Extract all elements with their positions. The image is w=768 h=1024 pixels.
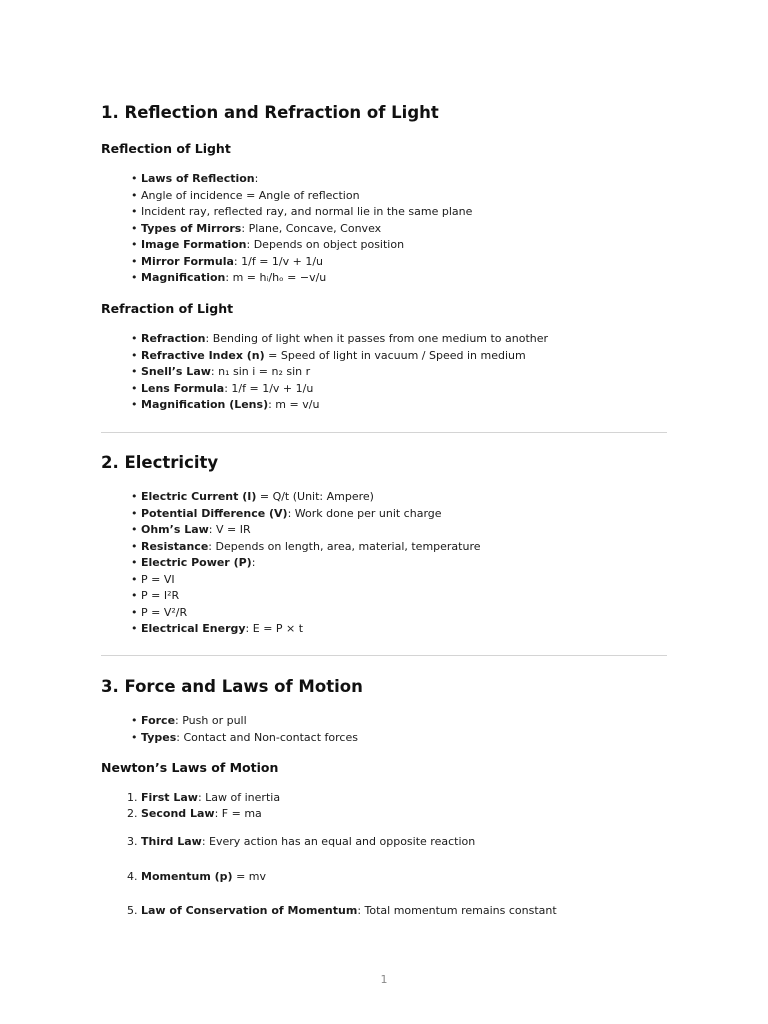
section-divider xyxy=(101,432,667,433)
list-item: • Force: Push or pull xyxy=(131,713,358,730)
list-item: • P = VI xyxy=(131,572,481,589)
list-item: 2. Second Law: F = ma xyxy=(127,807,262,820)
list-item: 4. Momentum (p) = mv xyxy=(127,870,267,883)
list-item: • Electric Power (P): xyxy=(131,555,481,572)
force-list xyxy=(131,713,358,746)
subsection-title-newtons-laws: Newton’s Laws of Motion xyxy=(101,760,279,775)
list-item: • Image Formation: Depends on object position xyxy=(131,237,472,254)
section-divider xyxy=(101,655,667,656)
list-item: • Laws of Reflection: xyxy=(131,171,472,188)
list-item: • Refraction: Bending of light when it passes from one medium to another xyxy=(131,331,548,348)
section-title-electricity: 2. Electricity xyxy=(101,453,219,472)
refraction-list xyxy=(131,331,548,414)
list-item: • Angle of incidence = Angle of reflection xyxy=(131,188,472,205)
list-item: • P = I²R xyxy=(131,588,481,605)
list-item: • Types of Mirrors: Plane, Concave, Convex xyxy=(131,221,472,238)
list-item: • Lens Formula: 1/f = 1/v + 1/u xyxy=(131,381,548,398)
section-title-reflection-refraction: 1. Reflection and Refraction of Light xyxy=(101,103,439,122)
list-item: • Snell’s Law: n₁ sin i = n₂ sin r xyxy=(131,364,548,381)
subsection-title-reflection: Reflection of Light xyxy=(101,141,231,156)
list-item: • Ohm’s Law: V = IR xyxy=(131,522,481,539)
subsection-title-refraction: Refraction of Light xyxy=(101,301,234,316)
list-item: • Magnification (Lens): m = v/u xyxy=(131,397,548,414)
list-item: • Incident ray, reflected ray, and normal lie in the same plane xyxy=(131,204,472,221)
page-number: 1 xyxy=(380,973,388,986)
reflection-list xyxy=(131,171,472,287)
section-title-force-motion: 3. Force and Laws of Motion xyxy=(101,677,363,696)
list-item: • P = V²/R xyxy=(131,605,481,622)
list-item: • Mirror Formula: 1/f = 1/v + 1/u xyxy=(131,254,472,271)
list-item: • Electrical Energy: E = P × t xyxy=(131,621,481,638)
list-item: 3. Third Law: Every action has an equal and opposite reaction xyxy=(127,835,476,848)
list-item: 1. First Law: Law of inertia xyxy=(127,791,281,804)
list-item: • Potential Difference (V): Work done per unit charge xyxy=(131,506,481,523)
list-item: • Types: Contact and Non-contact forces xyxy=(131,730,358,747)
list-item: • Resistance: Depends on length, area, material, temperature xyxy=(131,539,481,556)
list-item: • Electric Current (I) = Q/t (Unit: Ampere) xyxy=(131,489,481,506)
list-item: • Magnification: m = hᵢ/hₒ = −v/u xyxy=(131,270,472,287)
list-item: • Refractive Index (n) = Speed of light in vacuum / Speed in medium xyxy=(131,348,548,365)
list-item: 5. Law of Conservation of Momentum: Total momentum remains constant xyxy=(127,904,557,917)
electricity-list xyxy=(131,489,481,638)
